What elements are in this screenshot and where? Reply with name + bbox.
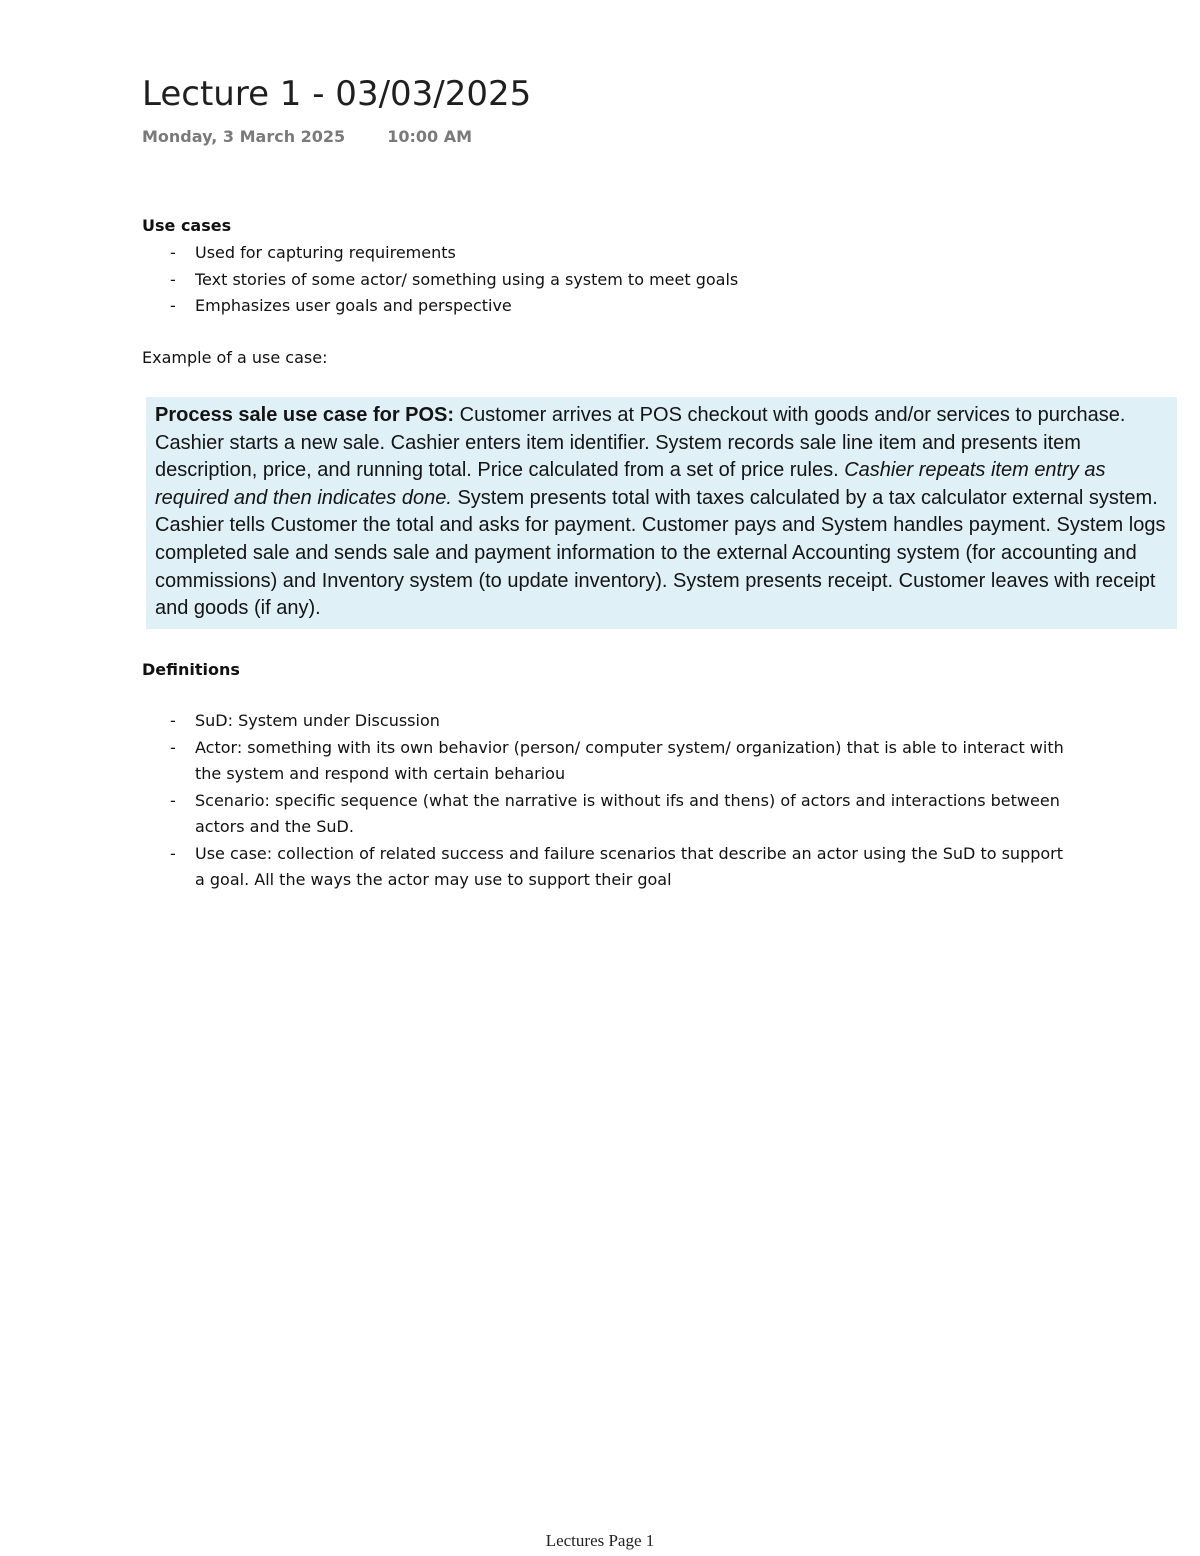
example-lead: Process sale use case for POS: — [155, 404, 455, 426]
page-date: Monday, 3 March 2025 — [142, 127, 346, 146]
list-item — [168, 735, 1068, 788]
example-text-italic: Cashier repeats item entry as required and then indicates done. — [155, 459, 1106, 509]
list-item — [168, 267, 1068, 294]
page-footer: Lectures Page 1 — [545, 1531, 655, 1550]
list-item — [168, 293, 1068, 320]
list-item-text: Text stories of some actor/ something using a system to meet goals — [195, 269, 739, 289]
definitions-list — [168, 708, 1068, 894]
page-time: 10:00 AM — [387, 127, 472, 146]
dash-bullet: - — [170, 296, 176, 315]
dash-bullet: - — [170, 243, 176, 262]
use-cases-list — [168, 240, 1068, 320]
definition-text: SuD: System under Discussion — [195, 711, 440, 730]
dash-bullet: - — [170, 790, 176, 810]
example-use-case-box — [146, 397, 1177, 629]
list-item — [168, 841, 1068, 894]
list-item — [168, 240, 1068, 267]
example-intro: Example of a use case: — [142, 348, 328, 367]
page-meta — [142, 127, 472, 146]
definition-text: Use case: collection of related success and failure scenarios that describe an actor using the SuD to support a goal. All the ways the actor may use to support their goal — [195, 843, 1064, 889]
definition-text: Actor: something with its own behavior (person/ computer system/ organization) that is able to interact with the system and respond with certain behariou — [195, 737, 1064, 783]
list-item — [168, 788, 1068, 841]
definition-text: Scenario: specific sequence (what the narrative is without ifs and thens) of actors and interactions between actors and the SuD. — [195, 790, 1060, 836]
list-item — [168, 708, 1068, 735]
list-item-text: Used for capturing requirements — [195, 243, 456, 262]
page-title: Lecture 1 - 03/03/2025 — [142, 74, 532, 114]
dash-bullet: - — [170, 269, 176, 289]
example-text-part1: Customer arrives at POS checkout with goods and/or services to purchase. Cashier starts a new sale. Cashier enters item identifier. System records sale line item and presents item description, price, and running total. Price calculated from a set of price rules. — [155, 404, 1126, 482]
dash-bullet: - — [170, 843, 176, 863]
list-item-text: Emphasizes user goals and perspective — [195, 296, 512, 315]
example-text-part2: System presents total with taxes calculated by a tax calculator external system. Cashier tells Customer the total and asks for payment. Customer pays and System handles payment. System logs completed sale and sends sale and payment information to the external Accounting system (for accounting and commissions) and Inventory system (to update inventory). System presents receipt. Customer leaves with receipt and goods (if any). — [155, 486, 1166, 620]
use-cases-heading: Use cases — [142, 216, 232, 235]
definitions-heading: Definitions — [142, 660, 240, 679]
dash-bullet: - — [170, 711, 176, 730]
dash-bullet: - — [170, 737, 176, 757]
